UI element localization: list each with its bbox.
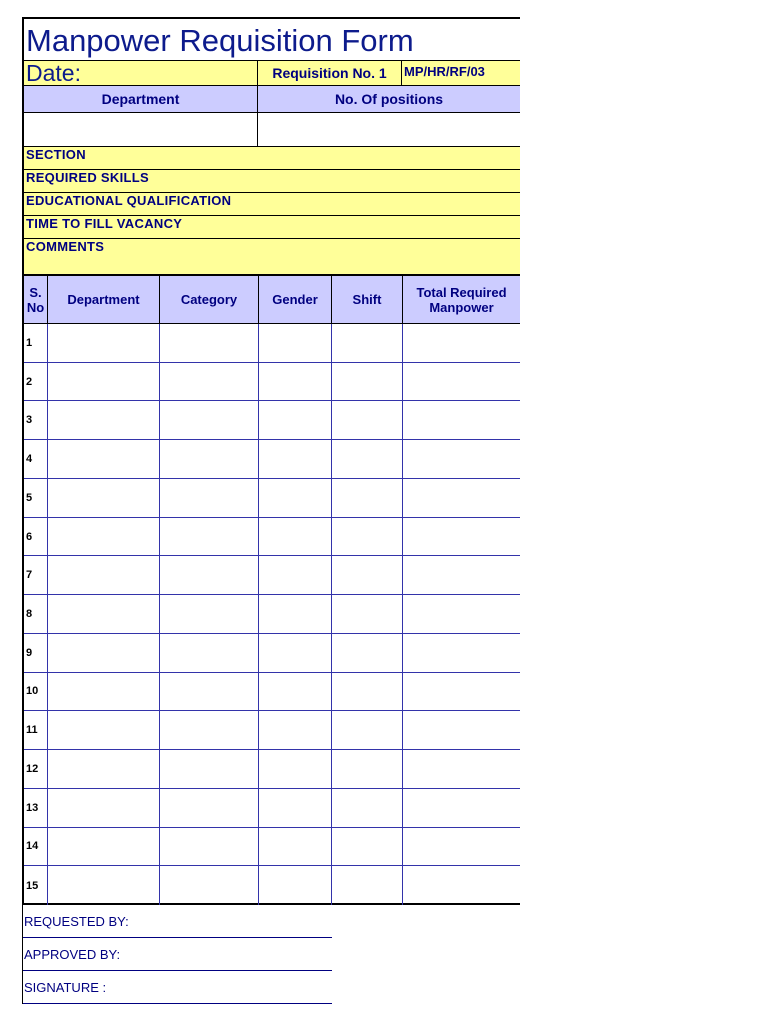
approved-by-label: APPROVED BY:	[24, 946, 121, 962]
educational-qualification-field[interactable]	[22, 193, 520, 216]
requisition-number: Requisition No. 1	[258, 60, 402, 86]
approved-by-field[interactable]	[22, 938, 332, 971]
grid-cell-gender[interactable]	[259, 828, 332, 867]
grid-cell-shift[interactable]	[332, 866, 403, 905]
row-number: 11	[24, 711, 48, 750]
grid-cell-department[interactable]	[48, 866, 160, 905]
sno-header-line1: S.	[29, 284, 42, 300]
grid-cell-total[interactable]	[403, 711, 520, 750]
grid-cell-total[interactable]	[403, 750, 520, 789]
grid-cell-category[interactable]	[160, 518, 259, 557]
date-label: Date:	[26, 60, 81, 86]
comments-field[interactable]	[22, 239, 520, 276]
row-number: 5	[24, 479, 48, 518]
grid-cell-shift[interactable]	[332, 711, 403, 750]
grid-cell-gender[interactable]	[259, 711, 332, 750]
grid-cell-shift[interactable]	[332, 401, 403, 440]
grid-cell-category[interactable]	[160, 866, 259, 905]
grid-cell-gender[interactable]	[259, 866, 332, 905]
positions-header: No. Of positions	[258, 86, 520, 113]
grid-cell-category[interactable]	[160, 750, 259, 789]
grid-cell-department[interactable]	[48, 673, 160, 712]
educational-qualification-label: EDUCATIONAL QUALIFICATION	[26, 193, 232, 208]
grid-cell-department[interactable]	[48, 595, 160, 634]
grid-cell-category[interactable]	[160, 479, 259, 518]
grid-cell-department[interactable]	[48, 363, 160, 402]
grid-cell-category[interactable]	[160, 673, 259, 712]
total-header-line1: Total Required	[416, 284, 507, 300]
grid-cell-department[interactable]	[48, 556, 160, 595]
grid-cell-shift[interactable]	[332, 556, 403, 595]
row-number: 3	[24, 401, 48, 440]
grid-cell-department[interactable]	[48, 440, 160, 479]
grid-cell-shift[interactable]	[332, 789, 403, 828]
grid-cell-total[interactable]	[403, 324, 520, 363]
grid-gender-header: Gender	[259, 276, 332, 324]
grid-cell-gender[interactable]	[259, 518, 332, 557]
grid-cell-shift[interactable]	[332, 440, 403, 479]
row-number: 4	[24, 440, 48, 479]
grid-cell-shift[interactable]	[332, 324, 403, 363]
time-to-fill-label: TIME TO FILL VACANCY	[26, 216, 183, 231]
grid-total-header	[403, 276, 520, 324]
grid-cell-shift[interactable]	[332, 673, 403, 712]
grid-cell-total[interactable]	[403, 595, 520, 634]
row-number: 1	[24, 324, 48, 363]
row-number: 8	[24, 595, 48, 634]
grid-cell-gender[interactable]	[259, 440, 332, 479]
row-number: 10	[24, 673, 48, 712]
grid-category-header: Category	[160, 276, 259, 324]
grid-cell-department[interactable]	[48, 324, 160, 363]
section-label: SECTION	[26, 147, 86, 162]
grid-cell-gender[interactable]	[259, 750, 332, 789]
grid-cell-department[interactable]	[48, 828, 160, 867]
requested-by-field[interactable]	[22, 905, 332, 938]
grid-cell-total[interactable]	[403, 866, 520, 905]
grid-cell-shift[interactable]	[332, 518, 403, 557]
footer-left-border	[22, 905, 23, 1004]
department-input[interactable]	[22, 113, 258, 147]
sno-header-line2: No	[26, 299, 45, 315]
signature-field[interactable]	[22, 971, 332, 1004]
grid-cell-category[interactable]	[160, 789, 259, 828]
grid-cell-category[interactable]	[160, 828, 259, 867]
grid-cell-gender[interactable]	[259, 479, 332, 518]
grid-cell-total[interactable]	[403, 518, 520, 557]
grid-cell-category[interactable]	[160, 401, 259, 440]
grid-cell-shift[interactable]	[332, 479, 403, 518]
grid-cell-category[interactable]	[160, 324, 259, 363]
grid-cell-gender[interactable]	[259, 401, 332, 440]
row-number: 7	[24, 556, 48, 595]
grid-cell-shift[interactable]	[332, 363, 403, 402]
grid-cell-category[interactable]	[160, 556, 259, 595]
total-header-line2: Manpower	[429, 299, 494, 315]
row-number: 14	[24, 828, 48, 867]
time-to-fill-field[interactable]	[22, 216, 520, 239]
grid-cell-total[interactable]	[403, 401, 520, 440]
required-skills-field[interactable]	[22, 170, 520, 193]
grid-cell-gender[interactable]	[259, 556, 332, 595]
grid-body	[22, 324, 520, 905]
grid-cell-total[interactable]	[403, 556, 520, 595]
grid-cell-total[interactable]	[403, 789, 520, 828]
form-title: Manpower Requisition Form	[22, 17, 520, 60]
row-number: 13	[24, 789, 48, 828]
grid-cell-department[interactable]	[48, 711, 160, 750]
grid-cell-category[interactable]	[160, 634, 259, 673]
row-number: 9	[24, 634, 48, 673]
grid-cell-total[interactable]	[403, 634, 520, 673]
grid-department-header: Department	[48, 276, 160, 324]
grid-cell-shift[interactable]	[332, 595, 403, 634]
grid-cell-category[interactable]	[160, 440, 259, 479]
grid-cell-gender[interactable]	[259, 363, 332, 402]
sno-header	[24, 276, 48, 324]
row-number: 6	[24, 518, 48, 557]
required-skills-label: REQUIRED SKILLS	[26, 170, 149, 185]
grid-cell-shift[interactable]	[332, 750, 403, 789]
date-field[interactable]	[22, 60, 258, 86]
grid-header	[22, 276, 520, 324]
grid-cell-gender[interactable]	[259, 634, 332, 673]
row-number: 15	[24, 866, 48, 905]
grid-cell-category[interactable]	[160, 363, 259, 402]
comments-label: COMMENTS	[26, 239, 105, 254]
row-number: 2	[24, 363, 48, 402]
grid-cell-gender[interactable]	[259, 673, 332, 712]
grid-cell-department[interactable]	[48, 634, 160, 673]
grid-cell-shift[interactable]	[332, 634, 403, 673]
signature-label: SIGNATURE :	[24, 979, 107, 995]
positions-input[interactable]	[258, 113, 520, 147]
row-number: 12	[24, 750, 48, 789]
grid-cell-total[interactable]	[403, 673, 520, 712]
form-code: MP/HR/RF/03	[402, 60, 520, 86]
grid-cell-gender[interactable]	[259, 324, 332, 363]
grid-cell-department[interactable]	[48, 750, 160, 789]
grid-cell-total[interactable]	[403, 828, 520, 867]
grid-cell-total[interactable]	[403, 440, 520, 479]
grid-cell-department[interactable]	[48, 518, 160, 557]
grid-shift-header: Shift	[332, 276, 403, 324]
grid-cell-gender[interactable]	[259, 789, 332, 828]
grid-cell-total[interactable]	[403, 479, 520, 518]
grid-cell-gender[interactable]	[259, 595, 332, 634]
grid-cell-category[interactable]	[160, 711, 259, 750]
grid-cell-department[interactable]	[48, 401, 160, 440]
grid-cell-department[interactable]	[48, 479, 160, 518]
grid-cell-total[interactable]	[403, 363, 520, 402]
grid-cell-department[interactable]	[48, 789, 160, 828]
requested-by-label: REQUESTED BY:	[24, 913, 129, 929]
section-field[interactable]	[22, 147, 520, 170]
department-header: Department	[22, 86, 258, 113]
grid-cell-category[interactable]	[160, 595, 259, 634]
grid-cell-shift[interactable]	[332, 828, 403, 867]
